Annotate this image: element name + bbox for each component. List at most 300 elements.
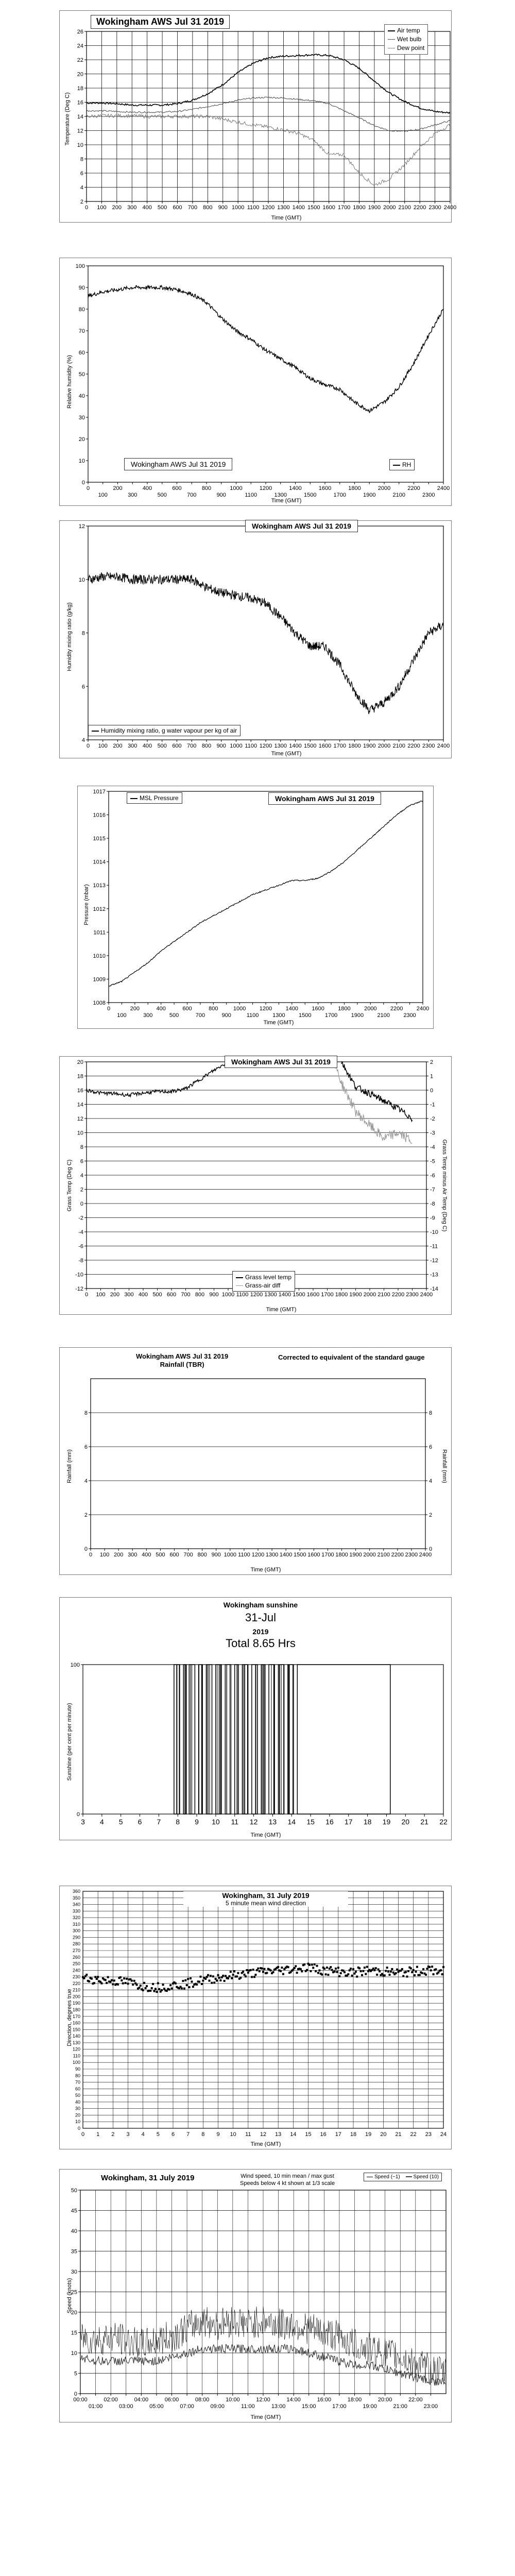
y-tick-label: 18: [77, 86, 83, 92]
x-tick-label: 200: [110, 1292, 120, 1298]
data-point: [263, 1968, 265, 1970]
data-point: [222, 1975, 224, 1977]
data-point: [259, 1970, 261, 1972]
x-tick-label: 11:00: [241, 2403, 255, 2410]
series-line-grass-temp: [341, 1062, 413, 1121]
data-point: [386, 1967, 388, 1969]
data-point: [282, 1973, 284, 1975]
x-tick-label: 1700: [321, 1552, 334, 1558]
data-point: [228, 1975, 230, 1977]
data-point: [352, 1968, 354, 1970]
data-point: [414, 1974, 416, 1976]
data-point: [365, 1973, 367, 1975]
y-tick-label: 24: [77, 43, 83, 49]
y-tick-label: 130: [72, 2040, 80, 2045]
x-tick-label: 1300: [272, 1012, 285, 1019]
data-point: [416, 1966, 418, 1968]
y-tick-label: 200: [72, 1994, 80, 1999]
data-point: [136, 1984, 138, 1986]
x-axis-label: Time (GMT): [266, 1307, 297, 1313]
data-point: [140, 1985, 142, 1987]
wind-direction-chart-panel: [59, 1886, 452, 2149]
chart-note: Wind speed, 10 min mean / max gust: [241, 2173, 334, 2179]
chart-title-block: [183, 1891, 348, 1907]
data-point: [419, 1974, 421, 1976]
plot-frame: [88, 266, 443, 482]
data-point: [199, 1976, 201, 1978]
x-tick-label: 2000: [377, 743, 391, 749]
y-tick-label: 0: [81, 480, 85, 486]
x-tick-label: 800: [203, 205, 213, 211]
y-tick-label: 35: [71, 2248, 77, 2255]
y-tick-label: 170: [72, 2013, 80, 2019]
chart-title: Wokingham AWS Jul 31 2019: [268, 792, 381, 805]
data-point: [225, 1975, 227, 1977]
data-point: [405, 1971, 407, 1973]
x-tick-label: 23:00: [423, 2403, 438, 2410]
data-point: [208, 1980, 210, 1982]
data-point: [310, 1970, 312, 1972]
x-tick-label: 18: [350, 2131, 357, 2138]
x-tick-label: 21: [420, 1818, 428, 1826]
x-tick-label: 1000: [231, 205, 245, 211]
data-point: [171, 1988, 173, 1990]
x-tick-label: 7: [157, 1818, 161, 1826]
y-tick-label: -10: [75, 1272, 83, 1278]
x-tick-label: 300: [143, 1012, 153, 1019]
y-tick-label: 30: [71, 2269, 77, 2275]
x-tick-label: 1800: [348, 743, 361, 749]
x-tick-label: 300: [127, 205, 137, 211]
y-tick-label: 90: [75, 2066, 80, 2072]
data-point: [100, 1982, 102, 1985]
wind-speed-chart-panel: [59, 2169, 452, 2422]
data-point: [351, 1975, 353, 1977]
x-tick-label: 8: [176, 1818, 180, 1826]
data-point: [175, 1982, 177, 1985]
y-tick-label: 1010: [93, 953, 106, 959]
x-tick-label: 11: [231, 1818, 239, 1826]
data-point: [410, 1968, 412, 1970]
chart-date: 31-Jul: [245, 1611, 276, 1624]
y-right-tick-label: 2: [430, 1059, 434, 1065]
x-tick-label: 1: [96, 2131, 100, 2138]
data-point: [295, 1965, 297, 1967]
y-right-tick-label: -7: [430, 1187, 435, 1193]
x-tick-label: 600: [169, 1552, 179, 1558]
data-point: [422, 1968, 424, 1970]
y-tick-label: 1013: [93, 883, 106, 889]
y-tick-label: -4: [78, 1229, 83, 1235]
data-point: [362, 1970, 364, 1972]
chart-title: Wokingham, 31 July 2019: [101, 2174, 195, 2182]
data-point: [340, 1972, 342, 1974]
y-tick-label: 20: [77, 1059, 83, 1065]
data-point: [415, 1971, 417, 1973]
data-point: [406, 1976, 408, 1978]
x-tick-label: 6: [138, 1818, 142, 1826]
x-tick-label: 1000: [224, 1552, 237, 1558]
y-tick-label: 1015: [93, 836, 106, 842]
y-tick-label: 0: [74, 2391, 77, 2397]
x-tick-label: 600: [172, 485, 182, 492]
y-tick-label: 12: [78, 523, 85, 530]
y-right-tick-label: 0: [430, 1088, 434, 1094]
y-tick-label: 40: [75, 2099, 80, 2105]
x-tick-label: 16: [320, 2131, 327, 2138]
plot-frame: [88, 526, 443, 740]
x-tick-label: 0: [86, 743, 90, 749]
x-tick-label: 2100: [377, 1292, 390, 1298]
x-tick-label: 08:00: [195, 2397, 210, 2403]
x-tick-label: 18: [363, 1818, 372, 1826]
data-point: [97, 1976, 99, 1978]
y-tick-label: 0: [76, 1811, 80, 1818]
x-tick-label: 2300: [422, 492, 435, 498]
data-point: [246, 1969, 248, 1971]
data-point: [384, 1974, 386, 1976]
x-tick-label: 100: [97, 205, 107, 211]
legend-item-air-temp: Air temp: [388, 26, 424, 35]
x-tick-label: 02:00: [104, 2397, 118, 2403]
data-point: [433, 1973, 435, 1975]
x-tick-label: 00:00: [73, 2397, 88, 2403]
y-tick-label: 100: [75, 263, 85, 269]
y-right-tick-label: 2: [429, 1512, 433, 1518]
y-tick-label: 70: [75, 2079, 80, 2085]
wind-direction-chart: [60, 1886, 451, 2149]
x-axis-label: Time (GMT): [271, 215, 302, 221]
data-point: [361, 1974, 363, 1976]
x-tick-label: 900: [211, 1552, 221, 1558]
y-tick-label: 6: [84, 1444, 88, 1450]
y-tick-label: 10: [77, 1130, 83, 1137]
x-tick-label: 2400: [419, 1552, 432, 1558]
y-tick-label: 0: [84, 1546, 88, 1552]
y-right-tick-label: -6: [430, 1173, 435, 1179]
y-tick-label: 16: [77, 99, 83, 106]
data-point: [196, 1984, 198, 1986]
x-tick-label: 2200: [391, 1292, 405, 1298]
x-tick-label: 700: [187, 492, 197, 498]
y-tick-label: 6: [81, 684, 85, 690]
x-tick-label: 2200: [407, 743, 420, 749]
data-point: [117, 1984, 119, 1986]
y-tick-label: 8: [80, 1144, 83, 1150]
x-tick-label: 20:00: [377, 2397, 392, 2403]
data-point: [123, 1977, 125, 1979]
y-tick-label: 0: [77, 2126, 80, 2131]
data-point: [379, 1970, 381, 1972]
y-axis-label: Pressure (mbar): [83, 884, 90, 925]
data-point: [83, 1977, 85, 1979]
x-tick-label: 0: [81, 2131, 85, 2138]
x-tick-label: 200: [113, 1552, 124, 1558]
x-tick-label: 22: [439, 1818, 448, 1826]
x-tick-label: 2000: [364, 1006, 377, 1012]
data-point: [377, 1969, 380, 1971]
y-tick-label: 8: [84, 1410, 88, 1416]
data-point: [113, 1979, 115, 1981]
data-point: [411, 1971, 413, 1973]
data-point: [270, 1970, 272, 1972]
x-tick-label: 500: [157, 205, 167, 211]
temperature-chart-panel: [59, 10, 457, 223]
chart-title: Wokingham AWS Jul 31 2019: [91, 15, 230, 29]
data-point: [192, 1986, 194, 1988]
x-tick-label: 2400: [420, 1292, 433, 1298]
y-tick-label: 26: [77, 29, 83, 35]
x-tick-label: 1900: [363, 743, 376, 749]
x-tick-label: 700: [187, 743, 197, 749]
y-right-tick-label: -2: [430, 1116, 435, 1122]
data-point: [402, 1975, 404, 1977]
x-tick-label: 600: [166, 1292, 177, 1298]
data-point: [321, 1974, 323, 1976]
x-tick-label: 10: [230, 2131, 236, 2138]
y-tick-label: 220: [72, 1980, 80, 1986]
x-tick-label: 2300: [405, 1552, 418, 1558]
legend-item-rh: RH: [402, 461, 411, 468]
y-tick-label: -12: [75, 1286, 83, 1292]
y-tick-label: 100: [72, 2060, 80, 2065]
y-axis-label: Direction, degrees true: [66, 1989, 73, 2046]
x-tick-label: 800: [201, 485, 212, 492]
x-tick-label: 300: [128, 492, 138, 498]
y-tick-label: 30: [78, 415, 85, 421]
x-tick-label: 600: [173, 205, 182, 211]
y-tick-label: 290: [72, 1935, 80, 1940]
data-point: [331, 1969, 333, 1971]
chart-note: Corrected to equivalent of the standard gauge: [276, 1353, 427, 1362]
y-right-tick-label: -9: [430, 1215, 435, 1222]
data-point: [421, 1972, 423, 1974]
x-tick-label: 1300: [277, 205, 290, 211]
data-point: [142, 1989, 144, 1991]
data-point: [272, 1971, 274, 1973]
plot-frame: [109, 791, 423, 1003]
y-right-tick-label: -3: [430, 1130, 435, 1137]
data-point: [237, 1972, 239, 1974]
x-tick-label: 07:00: [180, 2403, 194, 2410]
sunshine-bar: [174, 1665, 180, 1814]
legend: [127, 792, 182, 804]
data-point: [413, 1969, 415, 1971]
x-tick-label: 1100: [247, 205, 260, 211]
x-tick-label: 24: [440, 2131, 447, 2138]
x-tick-label: 5: [118, 1818, 123, 1826]
data-point: [213, 1981, 215, 1984]
data-point: [216, 1979, 218, 1981]
data-point: [244, 1974, 246, 1976]
data-point: [391, 1968, 393, 1970]
y-tick-label: 10: [78, 577, 85, 583]
x-tick-label: 19:00: [363, 2403, 377, 2410]
x-tick-label: 8: [201, 2131, 205, 2138]
x-tick-label: 15: [306, 1818, 315, 1826]
x-tick-label: 2400: [443, 205, 457, 211]
x-tick-label: 1400: [292, 205, 305, 211]
x-tick-label: 16:00: [317, 2397, 332, 2403]
y-tick-label: 10: [78, 458, 85, 464]
data-point: [308, 1964, 311, 1966]
x-tick-label: 1800: [348, 485, 361, 492]
x-tick-label: 1700: [337, 205, 351, 211]
data-point: [88, 1980, 90, 1982]
legend: [389, 459, 415, 470]
mixing-ratio-chart: [60, 521, 451, 758]
y-tick-label: 250: [72, 1961, 80, 1967]
data-point: [187, 1978, 189, 1980]
x-tick-label: 1100: [246, 1012, 259, 1019]
data-point: [303, 1963, 305, 1965]
x-tick-label: 500: [152, 1292, 162, 1298]
x-tick-label: 1300: [264, 1292, 277, 1298]
y-tick-label: 15: [71, 2330, 77, 2336]
data-point: [188, 1986, 191, 1988]
x-tick-label: 800: [209, 1006, 218, 1012]
y-tick-label: 60: [78, 350, 85, 356]
y-axis-label: Humidity mixing ratio (g/kg): [66, 602, 73, 671]
y-tick-label: 1012: [93, 906, 106, 912]
data-point: [428, 1966, 431, 1968]
data-point: [326, 1967, 328, 1969]
x-tick-label: 1700: [321, 1292, 334, 1298]
x-tick-label: 400: [142, 743, 152, 749]
data-point: [375, 1967, 377, 1969]
y-tick-label: -2: [78, 1215, 83, 1222]
y-tick-label: 4: [84, 1478, 88, 1484]
data-point: [247, 1972, 249, 1974]
y-tick-label: 0: [80, 1201, 83, 1207]
x-tick-label: 09:00: [210, 2403, 225, 2410]
y-axis-label: Relative humidity (%): [66, 355, 73, 409]
y-tick-label: 1011: [93, 929, 106, 936]
data-point: [190, 1977, 192, 1979]
chart-subtitle: 5 minute mean wind direction: [225, 1900, 306, 1907]
data-point: [211, 1982, 213, 1984]
x-tick-label: 20: [380, 2131, 387, 2138]
y-tick-label: 280: [72, 1941, 80, 1947]
x-tick-label: 1500: [294, 1552, 306, 1558]
data-point: [337, 1967, 339, 1969]
legend: [88, 725, 241, 736]
x-tick-label: 7: [186, 2131, 190, 2138]
x-tick-label: 400: [138, 1292, 148, 1298]
x-tick-label: 700: [181, 1292, 191, 1298]
data-point: [207, 1974, 209, 1976]
x-tick-label: 23: [425, 2131, 432, 2138]
x-tick-label: 100: [99, 1552, 110, 1558]
y-right-tick-label: -5: [430, 1158, 435, 1165]
x-tick-label: 9: [216, 2131, 220, 2138]
data-point: [210, 1975, 212, 1977]
chart-title: Wokingham AWS Jul 31 2019: [124, 458, 232, 470]
x-tick-label: 15: [305, 2131, 312, 2138]
x-tick-label: 21:00: [393, 2403, 408, 2410]
legend: [364, 2173, 442, 2181]
x-tick-label: 2300: [403, 1012, 416, 1019]
y-tick-label: 140: [72, 2033, 80, 2039]
x-tick-label: 2100: [392, 492, 405, 498]
x-tick-label: 5: [156, 2131, 160, 2138]
data-point: [156, 1991, 158, 1993]
x-tick-label: 04:00: [134, 2397, 149, 2403]
y-tick-label: 8: [81, 630, 85, 637]
y-tick-label: 18: [77, 1073, 83, 1080]
data-point: [330, 1966, 332, 1968]
y-tick-label: 6: [80, 1158, 83, 1165]
data-point: [347, 1973, 349, 1975]
x-tick-label: 1400: [278, 1292, 291, 1298]
y-tick-label: 50: [75, 2093, 80, 2098]
x-tick-label: 800: [197, 1552, 207, 1558]
y-tick-label: 1017: [93, 789, 106, 795]
data-point: [91, 1978, 93, 1980]
legend-item-grass-air-diff: Grass-air diff: [236, 1281, 291, 1290]
y-tick-label: 340: [72, 1902, 80, 1907]
x-tick-label: 06:00: [164, 2397, 179, 2403]
x-tick-label: 700: [187, 205, 198, 211]
x-axis-label: Time (GMT): [250, 1832, 281, 1838]
x-tick-label: 03:00: [118, 2403, 133, 2410]
data-point: [105, 1979, 107, 1981]
x-axis-label: Time (GMT): [250, 2414, 281, 2420]
x-tick-label: 6: [171, 2131, 175, 2138]
x-tick-label: 1300: [265, 1552, 279, 1558]
data-point: [314, 1963, 316, 1965]
y-tick-label: 120: [72, 2046, 80, 2052]
x-tick-label: 14: [287, 1818, 296, 1826]
x-tick-label: 1900: [368, 205, 381, 211]
data-point: [152, 1983, 154, 1985]
x-tick-label: 200: [112, 205, 122, 211]
data-point: [154, 1988, 157, 1990]
x-tick-label: 1200: [250, 1292, 263, 1298]
y-right-tick-label: -11: [430, 1243, 438, 1250]
data-point: [112, 1983, 114, 1985]
x-tick-label: 1300: [274, 743, 287, 749]
x-tick-label: 2300: [428, 205, 441, 211]
data-point: [202, 1979, 204, 1981]
data-point: [183, 1988, 185, 1990]
y-tick-label: -6: [78, 1243, 83, 1250]
data-point: [430, 1969, 432, 1971]
y-tick-label: 180: [72, 2007, 80, 2012]
data-point: [266, 1972, 268, 1974]
x-tick-label: 500: [157, 492, 167, 498]
y-right-tick-label: 1: [430, 1073, 434, 1080]
x-tick-label: 300: [128, 743, 138, 749]
x-tick-label: 12: [260, 2131, 267, 2138]
data-point: [355, 1971, 357, 1973]
legend: [232, 1271, 295, 1292]
y-tick-label: -8: [78, 1258, 83, 1264]
x-tick-label: 1200: [251, 1552, 265, 1558]
y-tick-label: 190: [72, 2001, 80, 2006]
x-tick-label: 1000: [230, 743, 243, 749]
data-point: [296, 1972, 298, 1974]
y-right-tick-label: -1: [430, 1101, 435, 1108]
y-right-tick-label: -14: [430, 1286, 438, 1292]
data-point: [145, 1987, 147, 1989]
x-tick-label: 1800: [335, 1292, 348, 1298]
data-point: [236, 1975, 238, 1977]
data-point: [231, 1977, 233, 1979]
data-point: [338, 1975, 340, 1977]
x-tick-label: 1400: [289, 485, 302, 492]
x-tick-label: 15:00: [301, 2403, 316, 2410]
